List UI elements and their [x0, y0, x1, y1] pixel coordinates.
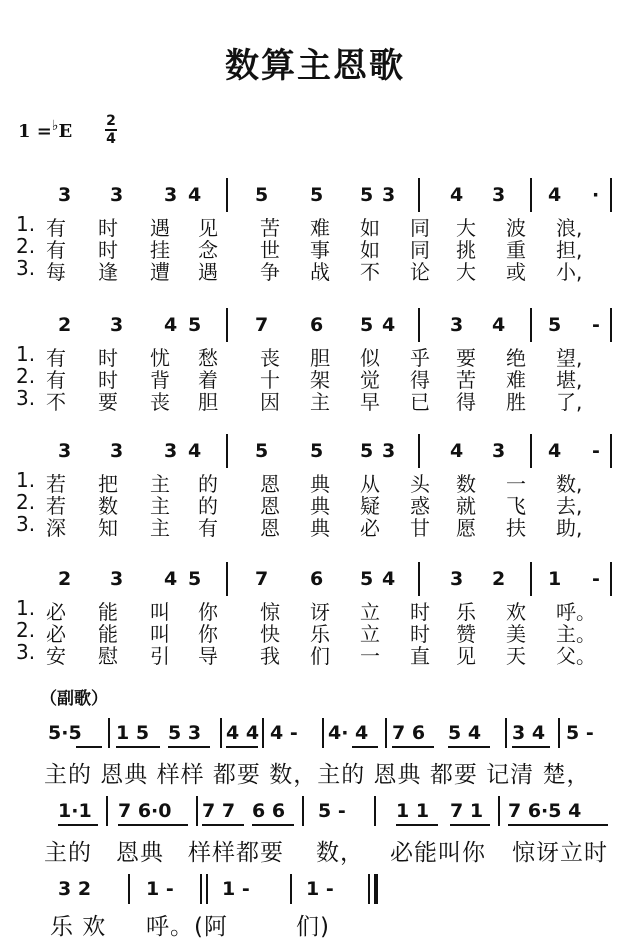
- lyric-word: 苦: [260, 216, 280, 240]
- lyric-word: 的: [198, 472, 218, 496]
- lyric-word: 直: [410, 644, 430, 668]
- underline: [512, 746, 550, 748]
- verse-number: 2.: [16, 618, 36, 642]
- verse-number: 3.: [16, 256, 36, 280]
- lyric-line: [16, 364, 616, 392]
- lyric-word: 慰: [98, 644, 118, 668]
- time-signature: [105, 114, 117, 146]
- lyric-word: 时: [410, 600, 430, 624]
- lyric-word: 小,: [556, 260, 583, 284]
- lyric-word: 似: [360, 346, 380, 370]
- lyric-word: 必: [46, 600, 66, 624]
- note: 4: [450, 184, 464, 206]
- lyric-word: 挑: [456, 238, 476, 262]
- lyric-word: 乎: [410, 346, 430, 370]
- note: 3: [110, 568, 124, 590]
- lyric-word: 美: [506, 622, 526, 646]
- barline: [128, 874, 130, 904]
- lyric-word: 时: [410, 622, 430, 646]
- chorus-note: 5·5: [48, 722, 82, 744]
- underline: [202, 824, 244, 826]
- note: 4: [548, 440, 562, 462]
- barline: [418, 178, 420, 212]
- barline: [226, 562, 228, 596]
- lyric-word: 浪,: [556, 216, 583, 240]
- lyric-word: 去,: [556, 494, 583, 518]
- lyric-word: 背: [150, 368, 170, 392]
- lyric-word: 惊: [260, 600, 280, 624]
- lyric-word: 必: [46, 622, 66, 646]
- underline: [392, 746, 434, 748]
- note: 4: [450, 440, 464, 462]
- chorus-lyric: 恩典: [116, 840, 164, 866]
- chorus-note: 1 -: [222, 878, 250, 900]
- lyric-word: 丧: [260, 346, 280, 370]
- chorus-note: 1 5: [116, 722, 150, 744]
- barline: [374, 796, 376, 826]
- note: 5: [188, 568, 202, 590]
- lyric-word: 着: [198, 368, 218, 392]
- lyric-word: 一: [506, 472, 526, 496]
- lyric-word: 愿: [456, 516, 476, 540]
- chorus-note: 7 6: [392, 722, 426, 744]
- lyric-word: 争: [260, 260, 280, 284]
- underline: [252, 824, 294, 826]
- lyric-word: 因: [260, 390, 280, 414]
- verse-block: [0, 178, 630, 304]
- barline: [610, 308, 612, 342]
- note: 3: [492, 440, 506, 462]
- barline: [418, 434, 420, 468]
- lyric-word: 如: [360, 216, 380, 240]
- barline: [200, 874, 202, 904]
- lyric-word: 不: [46, 390, 66, 414]
- chorus-note: 5 -: [566, 722, 594, 744]
- lyric-line: [16, 342, 616, 370]
- note: 5: [255, 184, 269, 206]
- chorus-note: 7 7: [202, 800, 236, 822]
- note: 3: [58, 184, 72, 206]
- chorus-note: 7 6·5 4: [508, 800, 582, 822]
- lyric-word: 难: [506, 368, 526, 392]
- lyric-word: 叫: [150, 600, 170, 624]
- lyric-word: 恩: [260, 494, 280, 518]
- final-barline: [374, 874, 378, 904]
- lyric-line: [16, 386, 616, 414]
- lyric-word: 时: [98, 346, 118, 370]
- lyric-word: 十: [260, 368, 280, 392]
- lyric-word: 典: [310, 494, 330, 518]
- note: 3: [110, 184, 124, 206]
- lyric-word: 数: [456, 472, 476, 496]
- lyric-line: [16, 256, 616, 284]
- underline: [352, 746, 378, 748]
- lyric-word: 能: [98, 600, 118, 624]
- lyric-word: 引: [150, 644, 170, 668]
- barline: [418, 562, 420, 596]
- note: 4: [164, 314, 178, 336]
- lyric-word: 讶: [310, 600, 330, 624]
- lyric-word: 得: [456, 390, 476, 414]
- barline: [226, 178, 228, 212]
- lyric-word: 有: [198, 516, 218, 540]
- lyric-word: 忧: [150, 346, 170, 370]
- lyric-word: 架: [310, 368, 330, 392]
- verse-number: 2.: [16, 234, 36, 258]
- lyric-line: [16, 640, 616, 668]
- note: 4: [188, 184, 202, 206]
- lyric-word: 望,: [556, 346, 583, 370]
- lyric-word: 时: [98, 368, 118, 392]
- lyric-word: 丧: [150, 390, 170, 414]
- lyric-word: 早: [360, 390, 380, 414]
- note: 3: [110, 314, 124, 336]
- verse-number: 1.: [16, 468, 36, 492]
- note: 5: [360, 440, 374, 462]
- underline: [76, 746, 102, 748]
- lyric-word: 绝: [506, 346, 526, 370]
- lyric-word: 把: [98, 472, 118, 496]
- lyric-word: 胆: [310, 346, 330, 370]
- chorus-note: 4 4: [226, 722, 260, 744]
- barline: [530, 308, 532, 342]
- lyric-word: 一: [360, 644, 380, 668]
- barline: [530, 434, 532, 468]
- lyric-word: 们: [310, 644, 330, 668]
- barline: [385, 718, 387, 748]
- lyric-word: 胜: [506, 390, 526, 414]
- lyric-word: 飞: [506, 494, 526, 518]
- chorus-lyric: 乐 欢: [50, 914, 107, 940]
- song-title: 数算主恩歌: [225, 46, 405, 86]
- lyric-word: 得: [410, 368, 430, 392]
- barline: [418, 308, 420, 342]
- note: 3: [382, 184, 396, 206]
- verse-block: [0, 562, 630, 688]
- lyric-word: 主: [150, 472, 170, 496]
- note: 6: [310, 314, 324, 336]
- lyric-word: 世: [260, 238, 280, 262]
- lyric-word: 助,: [556, 516, 583, 540]
- note: 4: [382, 568, 396, 590]
- chorus-note: 4 -: [270, 722, 298, 744]
- lyric-word: 重: [506, 238, 526, 262]
- lyric-word: 立: [360, 600, 380, 624]
- chorus-note: 1·1: [58, 800, 92, 822]
- barline: [530, 562, 532, 596]
- key-prefix: 1 =: [18, 121, 52, 142]
- note: 2: [58, 568, 72, 590]
- lyric-word: 主: [150, 494, 170, 518]
- lyric-word: 数: [98, 494, 118, 518]
- lyric-line: [16, 234, 616, 262]
- verse-number: 2.: [16, 364, 36, 388]
- barline: [108, 718, 110, 748]
- lyric-word: 要: [98, 390, 118, 414]
- chorus-note: 7 1: [450, 800, 484, 822]
- barline: [220, 718, 222, 748]
- barline: [558, 718, 560, 748]
- note: 4: [188, 440, 202, 462]
- lyric-word: 导: [198, 644, 218, 668]
- chorus-note: 3 4: [512, 722, 546, 744]
- lyric-word: 天: [506, 644, 526, 668]
- chorus-note: 1 -: [306, 878, 334, 900]
- note: 3: [110, 440, 124, 462]
- chorus-label: （副歌）: [40, 689, 108, 709]
- lyric-word: 有: [46, 346, 66, 370]
- lyric-word: 同: [410, 238, 430, 262]
- note: 4: [492, 314, 506, 336]
- lyric-word: 胆: [198, 390, 218, 414]
- underline: [396, 824, 438, 826]
- lyric-line: [16, 490, 616, 518]
- note: 2: [58, 314, 72, 336]
- note: 5: [360, 314, 374, 336]
- key-note: E: [58, 121, 73, 142]
- note: 7: [255, 314, 269, 336]
- note: -: [592, 440, 600, 462]
- time-bottom: 4: [106, 131, 116, 147]
- note: 3: [450, 314, 464, 336]
- lyric-word: 就: [456, 494, 476, 518]
- chorus-lyric: 们): [296, 914, 330, 940]
- lyric-word: 惑: [410, 494, 430, 518]
- barline: [290, 874, 292, 904]
- note: 5: [255, 440, 269, 462]
- lyric-word: 战: [310, 260, 330, 284]
- lyric-word: 不: [360, 260, 380, 284]
- underline: [168, 746, 210, 748]
- lyric-word: 的: [198, 494, 218, 518]
- verse-number: 3.: [16, 512, 36, 536]
- note: 5: [310, 440, 324, 462]
- underline: [450, 824, 490, 826]
- barline: [322, 718, 324, 748]
- lyric-word: 波: [506, 216, 526, 240]
- lyric-word: 每: [46, 260, 66, 284]
- lyric-word: 主: [150, 516, 170, 540]
- verse-number: 3.: [16, 640, 36, 664]
- flat-sign: ♭: [51, 118, 59, 134]
- barline: [530, 178, 532, 212]
- barline: [505, 718, 507, 748]
- lyric-word: 甘: [410, 516, 430, 540]
- note: 3: [382, 440, 396, 462]
- note: 4: [164, 568, 178, 590]
- key-signature: [18, 118, 72, 142]
- underline: [226, 746, 258, 748]
- note: ·: [592, 184, 600, 206]
- chorus-lyric: 惊讶立时: [512, 840, 608, 866]
- lyric-word: 安: [46, 644, 66, 668]
- lyric-word: 遇: [198, 260, 218, 284]
- barline: [226, 434, 228, 468]
- note: 5: [310, 184, 324, 206]
- underline: [58, 824, 98, 826]
- barline: [196, 796, 198, 826]
- chorus-note: 7 6·0: [118, 800, 172, 822]
- verse-number: 1.: [16, 596, 36, 620]
- barline: [226, 308, 228, 342]
- barline: [610, 434, 612, 468]
- note: 5: [360, 184, 374, 206]
- note: 3: [58, 440, 72, 462]
- lyric-word: 有: [46, 216, 66, 240]
- note: 7: [255, 568, 269, 590]
- lyric-word: 从: [360, 472, 380, 496]
- chorus-note: 5 -: [318, 800, 346, 822]
- lyric-word: 扶: [506, 516, 526, 540]
- chorus-note: 6 6: [252, 800, 286, 822]
- lyric-word: 疑: [360, 494, 380, 518]
- lyric-word: 欢: [506, 600, 526, 624]
- lyric-word: 若: [46, 494, 66, 518]
- lyric-word: 担,: [556, 238, 583, 262]
- lyric-line: [16, 468, 616, 496]
- lyric-word: 堪,: [556, 368, 583, 392]
- chorus-note: 4· 4: [328, 722, 369, 744]
- lyric-word: 同: [410, 216, 430, 240]
- verse-number: 3.: [16, 386, 36, 410]
- lyric-word: 大: [456, 216, 476, 240]
- lyric-word: 头: [410, 472, 430, 496]
- note: 3: [450, 568, 464, 590]
- lyric-word: 觉: [360, 368, 380, 392]
- chorus-lyric: 主的: [44, 840, 92, 866]
- lyric-word: 逢: [98, 260, 118, 284]
- note: 3: [492, 184, 506, 206]
- note: -: [592, 314, 600, 336]
- note: 5: [188, 314, 202, 336]
- lyric-word: 能: [98, 622, 118, 646]
- chorus-lyric: 数，: [316, 840, 364, 866]
- lyric-word: 立: [360, 622, 380, 646]
- lyric-word: 已: [410, 390, 430, 414]
- barline: [498, 796, 500, 826]
- verse-block: [0, 308, 630, 434]
- lyric-word: 遇: [150, 216, 170, 240]
- lyric-word: 挂: [150, 238, 170, 262]
- barline: [610, 178, 612, 212]
- note: 3: [164, 440, 178, 462]
- lyric-word: 了,: [556, 390, 583, 414]
- note: 3: [164, 184, 178, 206]
- barline: [206, 874, 208, 904]
- lyric-word: 事: [310, 238, 330, 262]
- barline: [302, 796, 304, 826]
- underline: [118, 824, 188, 826]
- lyric-word: 要: [456, 346, 476, 370]
- lyric-word: 难: [310, 216, 330, 240]
- verse-number: 2.: [16, 490, 36, 514]
- lyric-word: 你: [198, 622, 218, 646]
- note: 2: [492, 568, 506, 590]
- note: 4: [382, 314, 396, 336]
- chorus-lyric: 必能叫你: [390, 840, 486, 866]
- note: 5: [360, 568, 374, 590]
- lyric-word: 见: [456, 644, 476, 668]
- lyric-word: 若: [46, 472, 66, 496]
- lyric-word: 愁: [198, 346, 218, 370]
- chorus-lyric: 呼。(阿: [146, 914, 228, 940]
- underline: [508, 824, 608, 826]
- underline: [116, 746, 160, 748]
- lyric-word: 如: [360, 238, 380, 262]
- lyric-word: 念: [198, 238, 218, 262]
- lyric-word: 知: [98, 516, 118, 540]
- chorus-lyric: 样样都要: [188, 840, 284, 866]
- verse-number: 1.: [16, 212, 36, 236]
- lyric-word: 恩: [260, 516, 280, 540]
- note: 5: [548, 314, 562, 336]
- lyric-word: 叫: [150, 622, 170, 646]
- underline: [448, 746, 490, 748]
- lyric-word: 赞: [456, 622, 476, 646]
- lyric-word: 快: [260, 622, 280, 646]
- lyric-word: 主。: [556, 622, 596, 646]
- chorus-note: 5 4: [448, 722, 482, 744]
- lyric-word: 必: [360, 516, 380, 540]
- lyric-word: 典: [310, 516, 330, 540]
- barline: [610, 562, 612, 596]
- note: 1: [548, 568, 562, 590]
- lyric-word: 呼。: [556, 600, 596, 624]
- time-top: 2: [106, 113, 116, 129]
- lyric-word: 苦: [456, 368, 476, 392]
- lyric-word: 时: [98, 216, 118, 240]
- lyric-word: 恩: [260, 472, 280, 496]
- lyric-word: 论: [410, 260, 430, 284]
- lyric-word: 见: [198, 216, 218, 240]
- verse-block: [0, 434, 630, 560]
- lyric-word: 主: [310, 390, 330, 414]
- note: 4: [548, 184, 562, 206]
- lyric-word: 典: [310, 472, 330, 496]
- lyric-word: 父。: [556, 644, 596, 668]
- lyric-word: 我: [260, 644, 280, 668]
- lyric-word: 时: [98, 238, 118, 262]
- chorus-note: 1 -: [146, 878, 174, 900]
- lyric-line: [16, 512, 616, 540]
- barline: [368, 874, 370, 904]
- lyric-word: 乐: [456, 600, 476, 624]
- lyric-word: 数,: [556, 472, 583, 496]
- lyric-line: [16, 618, 616, 646]
- lyric-word: 你: [198, 600, 218, 624]
- barline: [262, 718, 264, 748]
- chorus-lyric: 主的 恩典 样样 都要 数，主的 恩典 都要 记清 楚，: [44, 762, 591, 788]
- verse-number: 1.: [16, 342, 36, 366]
- chorus-note: 3 2: [58, 878, 92, 900]
- barline: [106, 796, 108, 826]
- chorus-note: 1 1: [396, 800, 430, 822]
- note: 6: [310, 568, 324, 590]
- lyric-word: 或: [506, 260, 526, 284]
- lyric-word: 深: [46, 516, 66, 540]
- lyric-line: [16, 212, 616, 240]
- lyric-word: 大: [456, 260, 476, 284]
- lyric-word: 有: [46, 368, 66, 392]
- lyric-word: 遭: [150, 260, 170, 284]
- note: -: [592, 568, 600, 590]
- chorus-note: 5 3: [168, 722, 202, 744]
- lyric-line: [16, 596, 616, 624]
- lyric-word: 有: [46, 238, 66, 262]
- lyric-word: 乐: [310, 622, 330, 646]
